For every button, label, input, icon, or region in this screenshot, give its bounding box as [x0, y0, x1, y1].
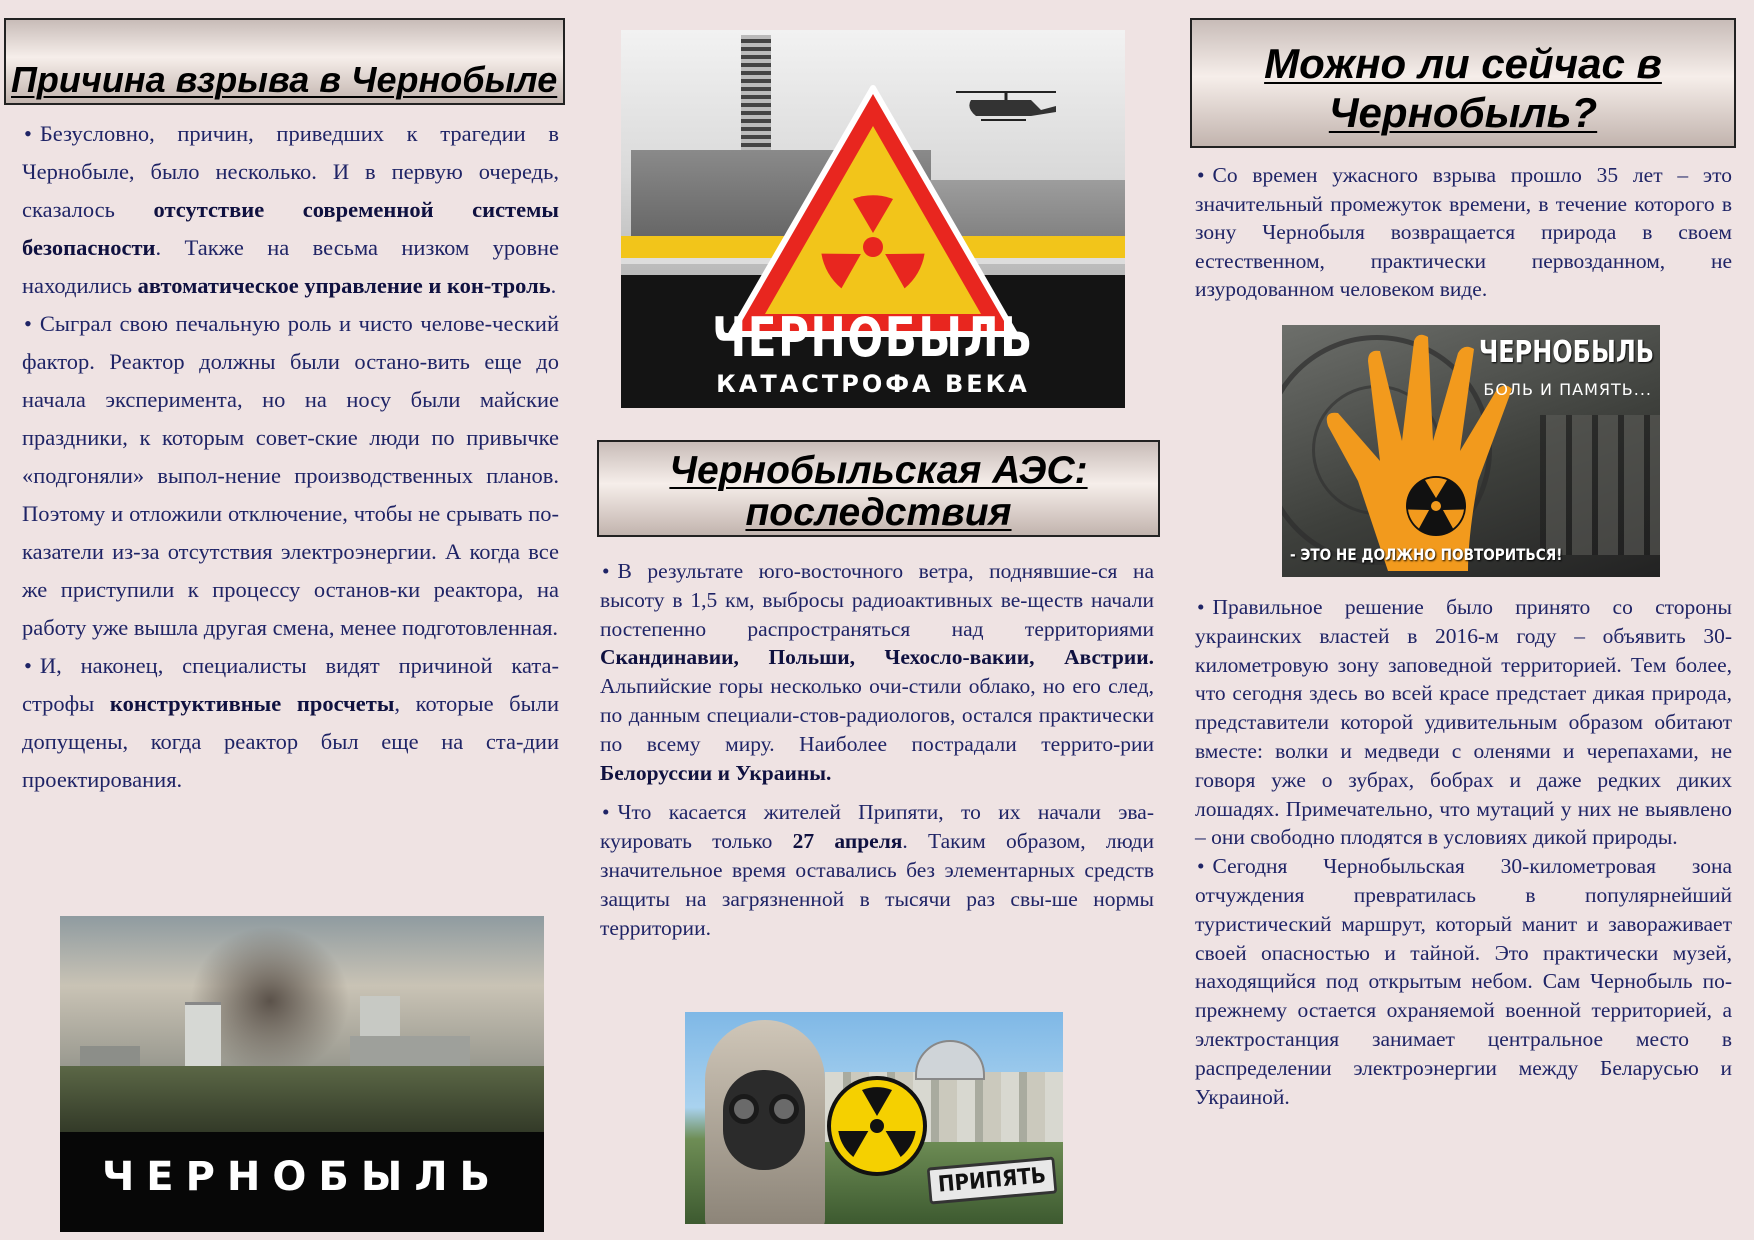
title-visit-now: Можно ли сейчас в Чернобыль?: [1190, 18, 1736, 148]
paragraph-nature-return: • Со времен ужасного взрыва прошло 35 лет – это значительный промежуток времени, в течение которого в зону Чернобыля возвращается природа в своем естественном, практически первозданном, не изуродованном человеком виде.: [1195, 161, 1732, 304]
paragraph-spread: • В результате юго-восточного ветра, поднявшие-ся на высоту в 1,5 км, выбросы радиоактивных ве-ществ начали постепенно распространяться над территориями Скандинавии, Польши, Чехосло-вакии, Австрии. Альпийские горы несколько очи-стили облако, но его след, по данным специали-стов-радиологов, остался практически по всему миру. Наиболее пострадали террито-рии Белоруссии и Украины.: [600, 557, 1154, 787]
chernobyl-sign-image: [621, 30, 1125, 408]
hand-image-caption: - ЭТО НЕ ДОЛЖНО ПОВТОРИТЬСЯ!: [1290, 545, 1563, 564]
gas-mask-image: [685, 1012, 1063, 1224]
column-cause: [22, 115, 559, 799]
paragraph-design-flaws: • И, наконец, специалисты видят причиной ката-строфы конструктивные просчеты, которые были допущены, когда реактор был еще на ста-дии проектирования.: [22, 647, 559, 799]
sign-title: ЧЕРНОБЫЛЬ: [712, 306, 1034, 369]
paragraph-safety: • Безусловно, причин, приведших к трагедии в Чернобыле, было несколько. И в первую очередь, сказалось отсутствие современной системы безопасности. Также на весьма низком уровне находились автоматическое управление и кон-троль.: [22, 115, 559, 305]
pripyat-town-image: [60, 916, 544, 1232]
radiation-warning-icon: [725, 82, 1021, 344]
hand-image-subtitle: БОЛЬ И ПАМЯТЬ...: [1483, 380, 1652, 399]
paragraph-reserve: • Правильное решение было принято со стороны украинских властей в 2016-м году – объявить 30-километровую зону заповедной территорией. Тем более, что сегодня здесь во всей красе предстает дикая природа, представители которой удивительным образом обитают вместе: волки и медведи с оленями и черепахами, не говоря уже о зубрах, бобрах и даже редких диких лошадях. Примечательно, что мутаций у них не выявлено – они свободно плодятся в условиях дикой природы.: [1195, 593, 1732, 852]
sign-subtitle: КАТАСТРОФА ВЕКА: [716, 370, 1030, 398]
hand-image-title: ЧЕРНОБЫЛЬ: [1478, 335, 1654, 370]
paragraph-tourism: • Сегодня Чернобыльская 30-километровая зона отчуждения превратилась в популярнейший туристический маршрут, который манит и завораживает своей опасностью и тайной. Это практически музей, находящийся под открытым небом. Сам Чернобыль по-прежнему остается охраняемой военной территорией, а электростанция занимает центральное место в распределении электроэнергии между Беларусью и Украиной.: [1195, 852, 1732, 1111]
town-image-label: ЧЕРНОБЫЛЬ: [101, 1154, 503, 1200]
pripyat-label: ПРИПЯТЬ: [927, 1156, 1058, 1204]
paragraph-evacuation: • Что касается жителей Припяти, то их начали эва-куировать только 27 апреля. Таким образом, люди значительное время оставались без элементарных средств защиты на загрязненной в тысячи раз свы-ше нормы территории.: [600, 798, 1154, 942]
paragraph-human-factor: • Сыграл свою печальную роль и чисто челове-ческий фактор. Реактор должны были остано-вить еще до начала эксперимента, но на носу были майские праздники, к которым совет-ские люди по привычке «подгоняли» выпол-нение производственных планов. Поэтому и отложили отключение, чтобы не срывать по-казатели из-за отсутствия электроэнергии. А когда все же приступили к процессу останов-ки реактора, на работу уже вышла другая смена, менее подготовленная.: [22, 305, 559, 647]
radiation-icon: [825, 1074, 929, 1178]
column-visit-intro: [1195, 161, 1732, 304]
column-consequences: [600, 557, 1154, 953]
hand-memory-image: [1282, 325, 1660, 577]
title-explosion-cause: Причина взрыва в Чернобыле: [4, 18, 565, 105]
column-visit-details: [1195, 593, 1732, 1111]
title-consequences: Чернобыльская АЭС: последствия: [597, 440, 1160, 537]
